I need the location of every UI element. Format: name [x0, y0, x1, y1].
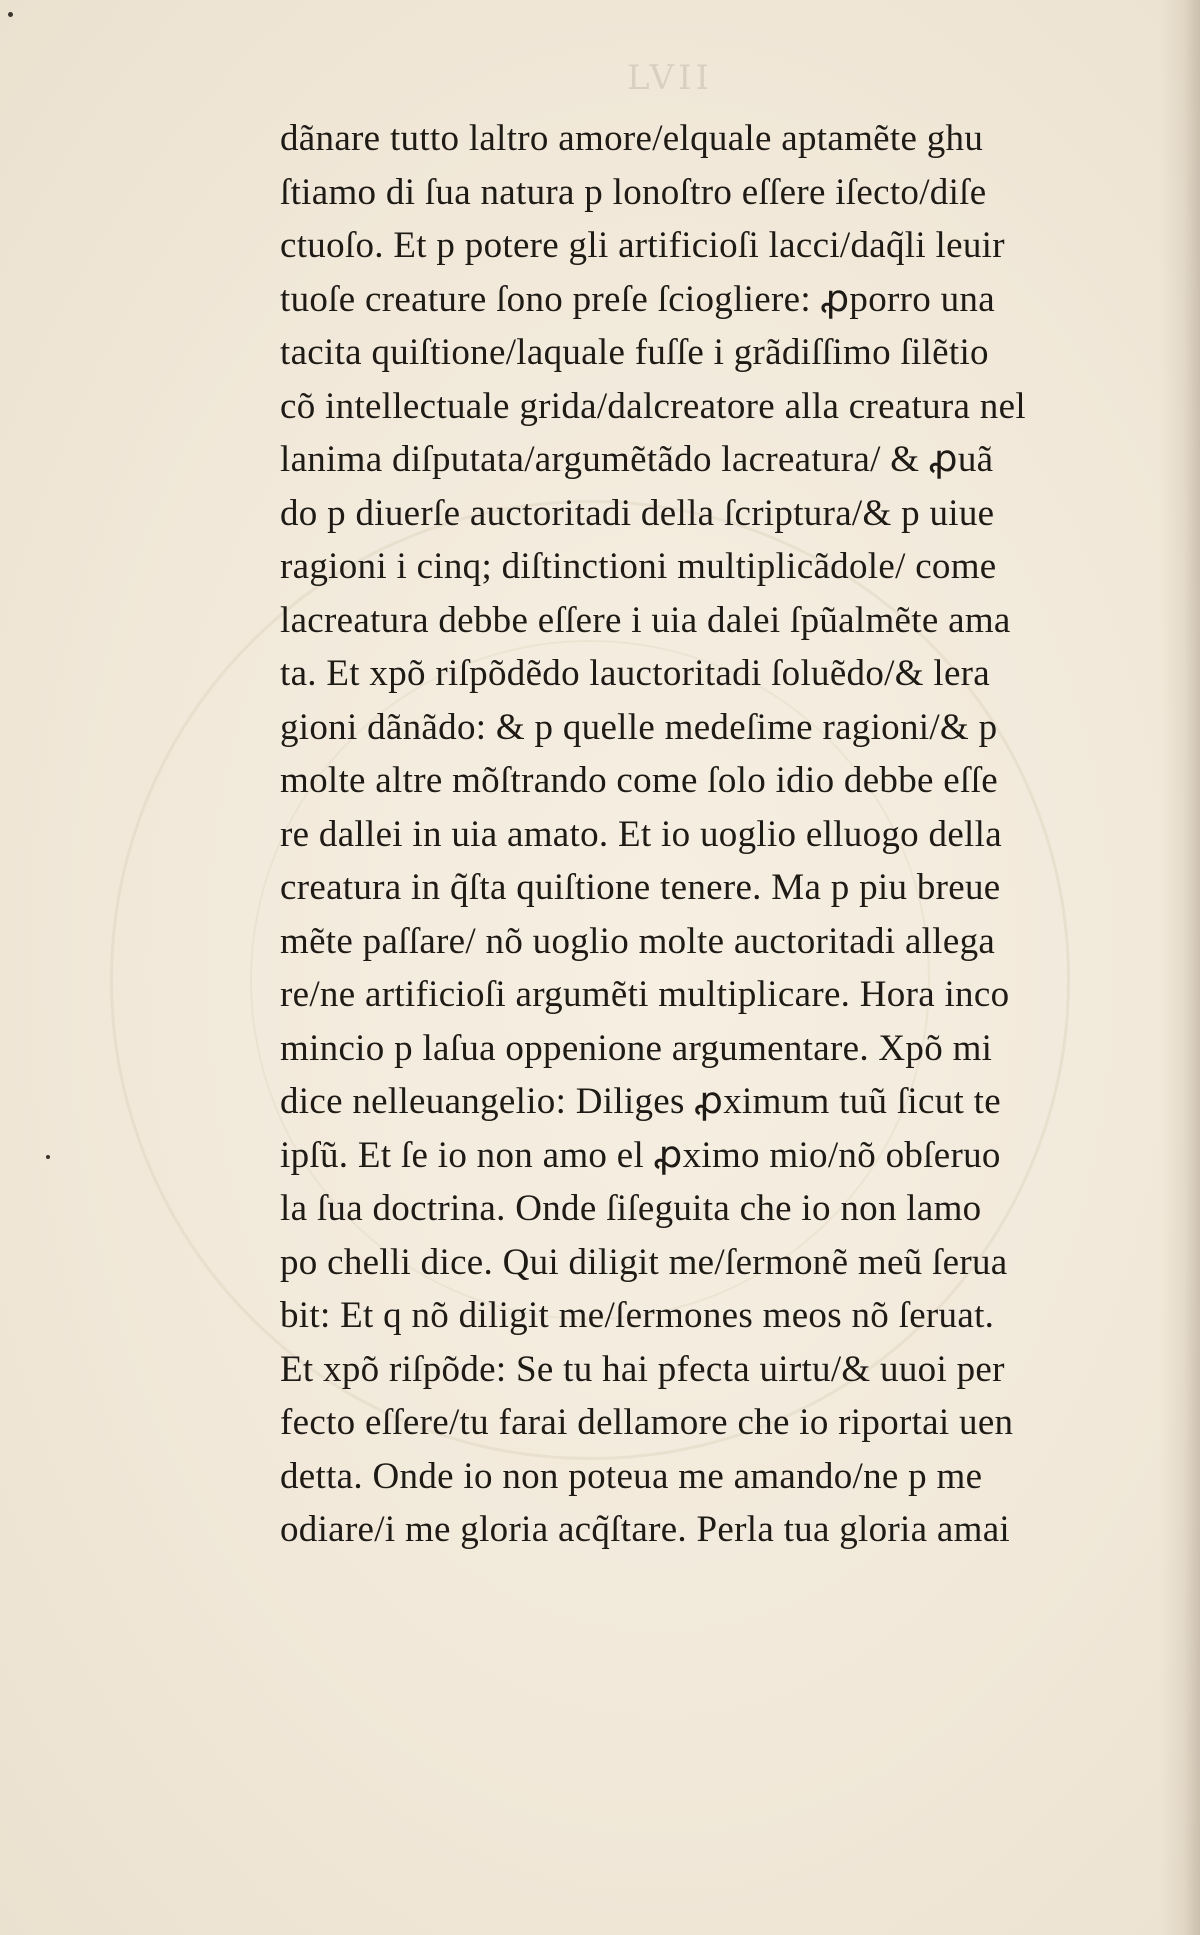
text-line: ta. Et xpõ riſpõdẽdo lauctoritadi ſoluẽdo/& lera [280, 653, 991, 694]
text-line: detta. Onde io non poteua me amando/ne p me [280, 1455, 983, 1497]
text-line: fecto eſſere/tu farai dellamore che io riportai uen [280, 1402, 1014, 1443]
text-line: bit: Et q nõ diligit me/ſermones meos nõ ſeruat. [280, 1295, 995, 1336]
text-line: do p diuerſe auctoritadi della ſcriptura/& p uiue [280, 492, 995, 534]
text-line: re/ne artificioſi argumẽti multiplicare. Hora inco [280, 974, 1010, 1015]
text-line: mincio p laſua oppenione argumentare. Xpõ mi [280, 1027, 993, 1069]
text-line: molte altre mõſtrando come ſolo idio debbe eſſe [280, 760, 998, 801]
text-line: ctuoſo. Et p potere gli artificioſi lacci/daq̃li leuir [280, 225, 1005, 266]
text-line: ipſũ. Et ſe io non amo el ꝓximo mio/nõ obſeruo [280, 1134, 1001, 1176]
text-line: tacita quiſtione/laquale fuſſe i grãdiſſimo ſilẽtio [280, 332, 989, 373]
text-line: dice nelleuangelio: Diliges ꝓximum tuũ ſicut te [280, 1081, 1001, 1122]
text-line: tuoſe creature ſono preſe ſciogliere: ꝓporro una [280, 278, 995, 320]
folio-number: LVII [627, 58, 713, 98]
text-line: creatura in q̃ſta quiſtione tenere. Ma p piu breue [280, 867, 1001, 908]
text-line: odiare/i me gloria acq̃ſtare. Perla tua gloria amai [280, 1509, 1011, 1550]
text-line: ſtiamo di ſua natura p lonoſtro eſſere iſecto/diſe [280, 171, 987, 213]
text-line: dãnare tutto laltro amore/elquale aptamẽte ghu [280, 118, 984, 159]
gutter-shadow [1160, 0, 1200, 1935]
text-line: gioni dãnãdo: & p quelle medeſime ragioni/& p [280, 706, 998, 748]
text-block [280, 112, 1130, 1557]
text-line: cõ intellectuale grida/dalcreatore alla creatura nel [280, 385, 1026, 427]
text-line: mẽte paſſare/ nõ uoglio molte auctoritadi allega [280, 920, 996, 962]
text-line: lanima diſputata/argumẽtãdo lacreatura/ & ꝓuã [280, 439, 994, 480]
text-line: la ſua doctrina. Onde ſiſeguita che io non lamo [280, 1188, 982, 1229]
text-line: lacreatura debbe eſſere i uia dalei ſpũalmẽte ama [280, 599, 1011, 641]
text-line: re dallei in uia amato. Et io uoglio elluogo della [280, 813, 1002, 855]
text-line: ragioni i cinq; diſtinctioni multiplicãdole/ come [280, 546, 997, 587]
text-line: Et xpõ riſpõde: Se tu hai pfecta uirtu/& uuoi per [280, 1348, 1005, 1390]
ink-speck [46, 1155, 50, 1159]
text-line: po chelli dice. Qui diligit me/ſermonẽ meũ ſerua [280, 1241, 1008, 1283]
ink-speck [8, 12, 13, 17]
